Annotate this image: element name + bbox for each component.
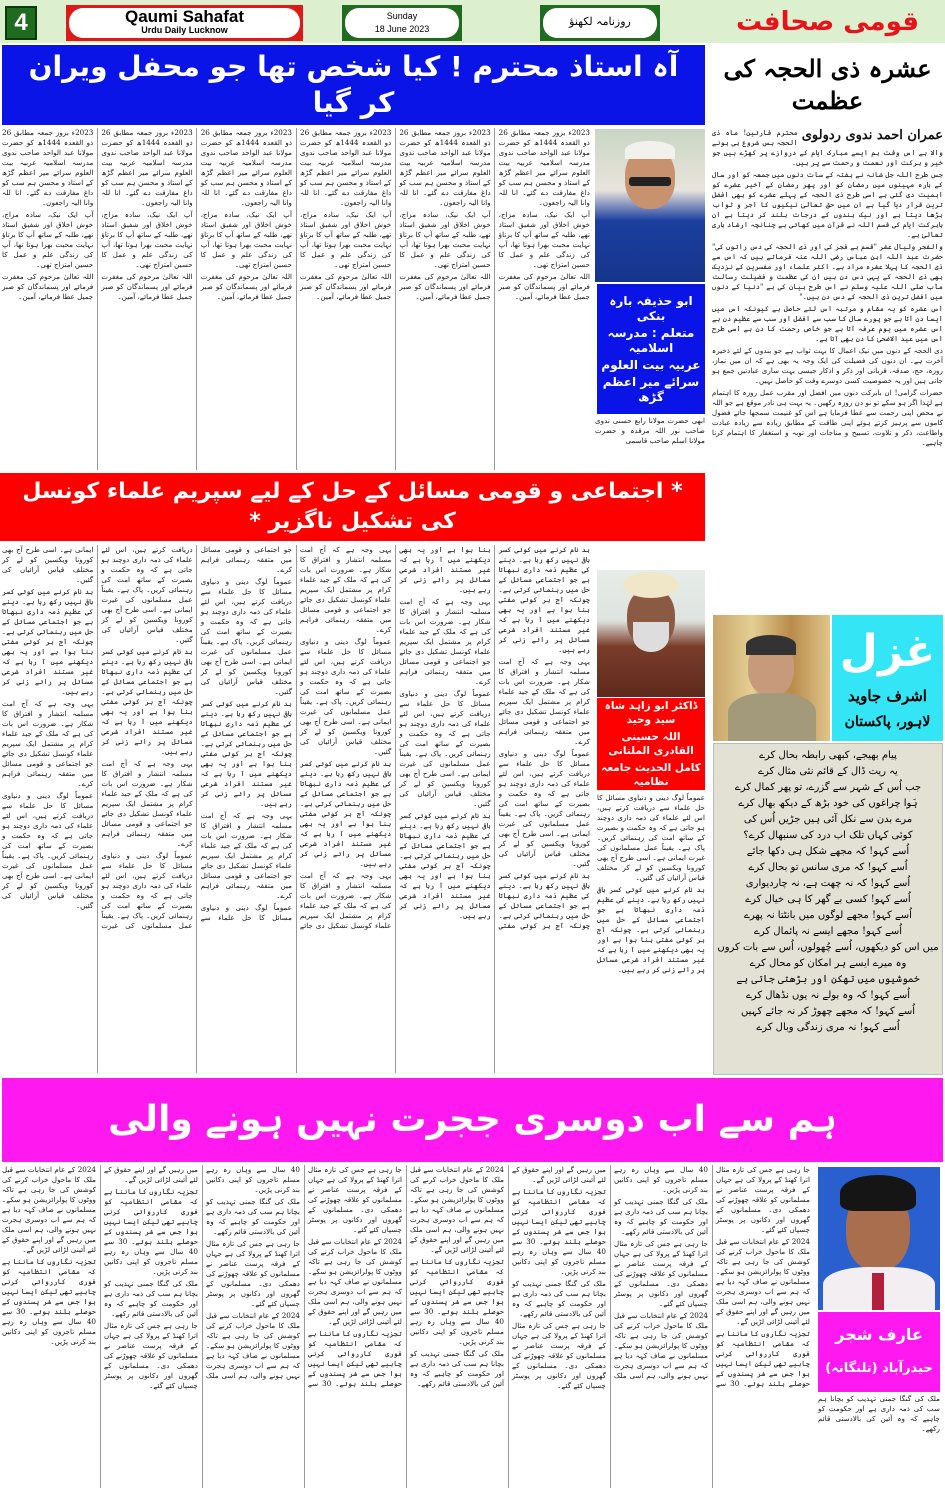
paragraph: یہی وجہ ہے کہ آج امت مسلمہ انتشار و افتراق کا شکار ہے۔ ضرورت اس بات کی ہے کہ ملک کے جید علماء کرام پر مشتمل ایک سپریم علماء کونسل تشکیل دی جائے جو اجتماعی و قومی مسائل میں متفقہ رہنمائی فراہم کرے۔: [498, 657, 590, 746]
paragraph: ملک کی گنگا جمنی تہذیب کو بچانا ہم سب کی ذمہ داری ہے اور حکومت کو چاہیے کہ وہ آئین کی بالادستی قائم رکھے۔: [206, 1197, 300, 1236]
paragraph: جا رہی ہے جس کی تازہ مثال اترا کھنڈ کے پرولا کی ہے جہاں کے فرقہ پرست عناصر نے مسلمانوں کو علاقہ چھوڑنے کی دھمکی دی۔ مسلمانوں کے گھروں اور دکانوں پر پوسٹر چسپاں کئے گئے۔: [614, 1239, 708, 1308]
poem-line: اُسے کہو! مجھے لوگوں میں بانٹتا نہ پھرے: [744, 910, 912, 921]
paragraph: بد نام کرنے میں کوئی کسر باقی نہیں رکھ رہا ہے۔ دینے کی عظیم ذمہ داری نبھاتا ہے جو اجتماعی مسائل کے حل میں رہنمائی کرتی ہے۔ چونکہ آج ہر کوئی مفتی بنا ہوا ہے اور یہ بھی دیکھنے میں آ رہا ہے کہ غیر مستند افراد شرعی مسائل پر رائے زنی کر رہے ہیں۔: [399, 545, 590, 930]
paragraph: یہی وجہ ہے کہ آج امت مسلمہ انتشار و افتراق کا شکار ہے۔ ضرورت اس بات کی ہے کہ ملک کے جید علماء کرام پر مشتمل ایک سپریم علماء کونسل تشکیل دی جائے جو اجتماعی و قومی مسائل میں متفقہ رہنمائی فراہم کرے۔: [200, 811, 293, 900]
paragraph: اللہ تعالیٰ مرحوم کی مغفرت فرمائے اور پسماندگان کو صبر جمیل عطا فرمائے، آمین۔: [399, 272, 491, 301]
headline-tribute: آہ استاذ محترم ! کیا شخص تھا جو محفل ویران کر گیا: [2, 45, 705, 125]
paragraph: 2024 کے عام انتخابات سے قبل ملک کا ماحول خراب کرنے کی کوشش کی جا رہی ہے تاکہ ووٹوں کا پولرائزیشن ہو سکے۔ مسلمانوں نے صاف کہہ دیا ہے کہ ہم سے اب دوسری ہجرت نہیں ہونے والی، ہم اسی ملک میں رہیں گے اور اپنے حقوق کے لئے آئینی لڑائی لڑیں گے۔: [2, 1165, 96, 1254]
paragraph: عموماً لوگ دینی و دنیاوی مسائل کا حل علماء سے دریافت کرتے ہیں، اس لئے علماء کی ذمہ داری دوچند ہو جاتی ہے کہ وہ حکمت و بصیرت کے ساتھ امت کی رہنمائی کریں۔ پاک ہے۔ یقیناً عمل مسلمانوں کی غیرت ایمانی ہے۔ اسی طرح آج بھی کورونا ویکسین کو لے کر مختلف قیاس آرائیاں کی گئیں۔: [200, 577, 293, 696]
poem-line: یہ ریت ڈال کے قائم نئی مثال کرے: [758, 766, 898, 777]
photo-caption: ابھی حضرت مولانا رابع حسنی ندوی صاحب نور اللہ مرقدہ و حضرت مولانا اسلم صاحب قاسمی: [595, 416, 705, 445]
roznama-label: روزنامہ لکھنؤ: [543, 8, 657, 38]
paragraph: 2023ء بروز جمعہ مطابق 26 ذو القعدہ 1444ھ کو حضرت مولانا عبد الواحد صاحب ندوی مدرسہ اسلامیہ عربیہ بیت العلوم سرائے میر اعظم گڑھ کے استاذ و محسن ہم سب کو داغ مفارقت دے گئے۔ انا للہ وانا الیہ راجعون۔: [498, 128, 590, 207]
columnist-location: حیدرآباد (تلنگانہ): [825, 1361, 933, 1376]
paragraph: حضرات گرامی! ان بابرکت دنوں میں افضل اور مقرب عمل روزہ کا اہتمام ہے لہٰذا اگر ہو سکے تو نو دن روزہ رکھیں۔ یہ بہت ہی نادر موقع ہے جو اللہ نے محض اپنی رحمت سے عطا فرمایا ہے اس کو غنیمت سمجھا جائے فضول کاموں سے پرہیز کرتے ہوئے اپنی طاقت کے مطابق زیادہ سے زیادہ عبادت واطاعت، ذکر و تلاوت، تسبیح و مناجات اور توبہ و استغفار کا اہتمام کرنا چاہیے۔: [712, 388, 943, 447]
paragraph: اللہ تعالیٰ مرحوم کی مغفرت فرمائے اور پسماندگان کو صبر جمیل عطا فرمائے، آمین۔: [101, 272, 193, 301]
date: 18 June 2023: [374, 24, 430, 34]
paragraph: یہی وجہ ہے کہ آج امت مسلمہ انتشار و افتراق کا شکار ہے۔ ضرورت اس بات کی ہے کہ ملک کے جید علماء کرام پر مشتمل ایک سپریم علماء کونسل تشکیل دی جائے جو اجتماعی و قومی مسائل میں متفقہ رہنمائی فراہم کرے۔: [200, 545, 392, 930]
paragraph: ملک کی گنگا جمنی تہذیب کو بچانا ہم سب کی ذمہ داری ہے اور حکومت کو چاہیے کہ وہ آئین کی بالادستی قائم رکھے۔: [614, 1197, 708, 1236]
paragraph: تجزیہ نگاروں کا ماننا ہے کہ مقامی انتظامیہ کو فوری کارروائی کرنی چاہیے تھی لیکن ایسا نہیں ہوا جس سے شر پسندوں کے حوصلے بلند ہوئے۔ 30 سے 40 سال سے وہاں رہ رہے مسلم تاجروں کو اپنی دکانیں بند کرنی پڑیں۔: [410, 1257, 504, 1346]
paragraph: جا رہی ہے جس کی تازہ مثال اترا کھنڈ کے پرولا کی ہے جہاں کے فرقہ پرست عناصر نے مسلمانوں کو علاقہ چھوڑنے کی دھمکی دی۔ مسلمانوں کے گھروں اور دکانوں پر پوسٹر چسپاں کئے گئے۔: [512, 1321, 606, 1390]
scholar-photo: [597, 570, 705, 697]
poem-line: مرے بدن سے نکل آئی ہیں جڑیں اُس کی: [743, 814, 913, 825]
paragraph: 2024 کے عام انتخابات سے قبل ملک کا ماحول خراب کرنے کی کوشش کی جا رہی ہے تاکہ ووٹوں کا پولرائزیشن ہو سکے۔ مسلمانوں نے صاف کہہ دیا ہے کہ ہم سے اب دوسری ہجرت نہیں ہونے والی، ہم اسی ملک میں رہیں گے اور اپنے حقوق کے لئے آئینی لڑائی لڑیں گے۔: [512, 1165, 708, 1380]
paragraph: آپ ایک نیک، سادہ مزاج، خوش اخلاق اور شفیق استاذ تھے، طلبہ کے ساتھ آپ کا برتاؤ نہایت محبت بھرا ہوتا تھا، آپ کی زندگی علم و عمل کا حسین امتزاج تھی۔: [101, 210, 193, 269]
article4-body-side: [818, 1394, 940, 1488]
paragraph: 2024 کے عام انتخابات سے قبل ملک کا ماحول خراب کرنے کی کوشش کی جا رہی ہے تاکہ ووٹوں کا پولرائزیشن ہو سکے۔ مسلمانوں نے صاف کہہ دیا ہے کہ ہم سے اب دوسری ہجرت نہیں ہونے والی، ہم اسی ملک میں رہیں گے اور اپنے حقوق کے لئے آئینی لڑائی لڑیں گے۔: [308, 1237, 402, 1326]
paragraph: 2024 کے عام انتخابات سے قبل ملک کا ماحول خراب کرنے کی کوشش کی جا رہی ہے تاکہ ووٹوں کا پولرائزیشن ہو سکے۔ مسلمانوں نے صاف کہہ دیا ہے کہ ہم سے اب دوسری ہجرت نہیں ہونے والی، ہم اسی ملک میں رہیں گے اور اپنے حقوق کے لئے آئینی لڑائی لڑیں گے۔: [104, 1165, 300, 1380]
author-name: ڈاکٹر ابو زاہد شاہ سید وحید: [604, 700, 698, 726]
day: Sunday: [386, 11, 418, 21]
paragraph: 2024 کے عام انتخابات سے قبل ملک کا ماحول خراب کرنے کی کوشش کی جا رہی ہے تاکہ ووٹوں کا پولرائزیشن ہو سکے۔ مسلمانوں نے صاف کہہ دیا ہے کہ ہم سے اب دوسری ہجرت نہیں ہونے والی، ہم اسی ملک میں رہیں گے اور اپنے حقوق کے لئے آئینی لڑائی لڑیں گے۔: [716, 1237, 810, 1326]
article3-body-side: [597, 793, 705, 1073]
poem-line: اُسے کہو! مجھے ایسے نہ پائمال کرے: [753, 926, 902, 937]
paragraph: جا رہی ہے جس کی تازہ مثال اترا کھنڈ کے پرولا کی ہے جہاں کے فرقہ پرست عناصر نے مسلمانوں کو علاقہ چھوڑنے کی دھمکی دی۔ مسلمانوں کے گھروں اور دکانوں پر پوسٹر چسپاں کئے گئے۔: [104, 1321, 198, 1390]
paragraph: جا رہی ہے جس کی تازہ مثال اترا کھنڈ کے پرولا کی ہے جہاں کے فرقہ پرست عناصر نے مسلمانوں کو علاقہ چھوڑنے کی دھمکی دی۔ مسلمانوں کے گھروں اور دکانوں پر پوسٹر چسپاں کئے گئے۔: [206, 1239, 300, 1308]
paragraph: محترم قارئین! ماہ ذی الحجہ بس شروع ہی ہونے والا ہے اس وقت ہم ایسے مبارک ایام کے دروازے پر کھڑے ہیں جو خیر و برکت اور نعمت و رحمت سے پر ہیں۔: [712, 128, 943, 167]
article1-body: [2, 128, 590, 470]
author-box-tribute: [597, 284, 705, 414]
article-title-dhul-hijjah: عشرہ ذی الحجہ کی عظمت: [723, 54, 932, 115]
author-byline: عمران احمد ندوی ردولوی: [801, 128, 943, 143]
paragraph: بد نام کرنے میں کوئی کسر باقی نہیں رکھ رہا ہے۔ دینے کی عظیم ذمہ داری نبھاتا ہے جو اجتماعی مسائل کے حل میں رہنمائی کرتی ہے۔ چونکہ آج ہر کوئی مفتی بنا ہوا ہے اور یہ بھی دیکھنے میں آ رہا ہے کہ غیر مستند افراد شرعی مسائل پر رائے زنی کر رہے ہیں۔: [200, 699, 293, 808]
paragraph: اللہ تعالیٰ مرحوم کی مغفرت فرمائے اور پسماندگان کو صبر جمیل عطا فرمائے، آمین۔: [498, 272, 590, 301]
poem-line: خموشیوں میں تھکن اور بڑھتی جاتی ہے: [736, 974, 920, 985]
paragraph: یہی وجہ ہے کہ آج امت مسلمہ انتشار و افتراق کا شکار ہے۔ ضرورت اس بات کی ہے کہ ملک کے جید علماء کرام پر مشتمل ایک سپریم علماء کونسل تشکیل دی جائے جو اجتماعی و قومی مسائل میں متفقہ رہنمائی فراہم کرے۔: [399, 597, 491, 686]
paragraph: اللہ تعالیٰ مرحوم کی مغفرت فرمائے اور پسماندگان کو صبر جمیل عطا فرمائے، آمین۔: [200, 272, 293, 301]
ghazal-label: غزل: [839, 626, 936, 677]
paragraph: ملک کی گنگا جمنی تہذیب کو بچانا ہم سب کی ذمہ داری ہے اور حکومت کو چاہیے کہ وہ آئین کی بالادستی قائم رکھے۔: [512, 1279, 606, 1318]
roznama-box: [540, 5, 660, 41]
article2-body: [712, 128, 943, 612]
paragraph: عموماً لوگ دینی و دنیاوی مسائل کا حل علماء سے دریافت کرتے ہیں، اس لئے علماء کی ذمہ داری دوچند ہو جاتی ہے کہ وہ حکمت و بصیرت کے ساتھ امت کی رہنمائی کریں۔ پاک ہے۔ یقیناً عمل مسلمانوں کی غیرت ایمانی ہے۔ اسی طرح آج بھی کورونا ویکسین کو لے کر مختلف قیاس آرائیاں کی گئیں۔: [300, 637, 392, 756]
student-photo: [595, 129, 705, 282]
paragraph: اللہ تعالیٰ مرحوم کی مغفرت فرمائے اور پسماندگان کو صبر جمیل عطا فرمائے، آمین۔: [2, 272, 94, 301]
poem-line: اُسے کہو! کہ مجھے چھوڑ کر نہ جائے کہیں: [741, 1006, 915, 1017]
paragraph: 2023ء بروز جمعہ مطابق 26 ذو القعدہ 1444ھ کو حضرت مولانا عبد الواحد صاحب ندوی مدرسہ اسلامیہ عربیہ بیت العلوم سرائے میر اعظم گڑھ کے استاذ و محسن ہم سب کو داغ مفارقت دے گئے۔ انا للہ وانا الیہ راجعون۔: [399, 128, 491, 207]
poem-line: اُسے کہو! کہ مجھے شکل ہی دکھا جائے: [746, 846, 910, 857]
paragraph: جا رہی ہے جس کی تازہ مثال اترا کھنڈ کے پرولا کی ہے جہاں کے فرقہ پرست عناصر نے مسلمانوں کو علاقہ چھوڑنے کی دھمکی دی۔ مسلمانوں کے گھروں اور دکانوں پر پوسٹر چسپاں کئے گئے۔: [308, 1165, 402, 1234]
paragraph: اللہ تعالیٰ مرحوم کی مغفرت فرمائے اور پسماندگان کو صبر جمیل عطا فرمائے، آمین۔: [300, 272, 392, 301]
paper-title: Qaumi Sahafat: [124, 7, 245, 26]
paragraph: عموماً لوگ دینی و دنیاوی مسائل کا حل علماء سے دریافت کرتے ہیں، اس لئے علماء کی ذمہ داری دوچند ہو جاتی ہے کہ وہ حکمت و بصیرت کے ساتھ امت کی رہنمائی کریں۔ پاک ہے۔ یقیناً عمل مسلمانوں کی غیرت ایمانی ہے۔ اسی طرح آج بھی کورونا ویکسین کو لے کر مختلف قیاس آرائیاں کی گئیں۔: [101, 545, 293, 922]
poem-line: وہ میرے ایسے ہر امکان کو محال کرے: [749, 958, 907, 969]
paragraph: بد نام کرنے میں کوئی کسر باقی نہیں رکھ رہا ہے۔ دینے کی عظیم ذمہ داری نبھاتا ہے جو اجتماعی مسائل کے حل میں رہنمائی کرتی ہے۔ چونکہ آج ہر کوئی مفتی بنا ہوا ہے اور یہ بھی دیکھنے میں آ رہا ہے کہ غیر مستند افراد شرعی مسائل پر رائے زنی کر رہے ہیں۔: [597, 885, 705, 974]
paragraph: تجزیہ نگاروں کا ماننا ہے کہ مقامی انتظامیہ کو فوری کارروائی کرنی چاہیے تھی لیکن ایسا نہیں ہوا جس سے شر پسندوں کے حوصلے بلند ہوئے۔ 30 سے 40 سال سے وہاں رہ رہے مسلم تاجروں کو اپنی دکانیں بند کرنی پڑیں۔: [104, 1187, 198, 1276]
ghazal-poem: [713, 743, 943, 1075]
columnist-name: عارف شجر: [835, 1325, 923, 1344]
paragraph: یہی وجہ ہے کہ آج امت مسلمہ انتشار و افتراق کا شکار ہے۔ ضرورت اس بات کی ہے کہ ملک کے جید علماء کرام پر مشتمل ایک سپریم علماء کونسل تشکیل دی جائے جو اجتماعی و قومی مسائل میں متفقہ رہنمائی فراہم کرے۔: [101, 759, 193, 848]
poem-line: اُسے کہو! کسی بے گھر کا ہی خیال کرے: [745, 894, 911, 905]
poem-line: اُسے کہو! کہ مری سانس تو بحال کرے: [748, 862, 908, 873]
paragraph: عموماً لوگ دینی و دنیاوی مسائل کا حل علماء سے دریافت کرتے ہیں، اس لئے علماء کی ذمہ داری دوچند ہو جاتی ہے کہ وہ حکمت و بصیرت کے ساتھ امت کی رہنمائی کریں۔ پاک ہے۔ یقیناً عمل مسلمانوں کی غیرت ایمانی ہے۔ اسی طرح آج بھی کورونا ویکسین کو لے کر مختلف قیاس آرائیاں کی گئیں۔: [2, 791, 94, 910]
poem-line: میں اس کو دیکھوں، اُسے چُھولوں، اُس سے بات کروں: [717, 942, 939, 953]
poem-line: پیام بھیجے، کبھی رابطہ بحال کرے: [759, 750, 897, 761]
paragraph: ملک کی گنگا جمنی تہذیب کو بچانا ہم سب کی ذمہ داری ہے اور حکومت کو چاہیے کہ وہ آئین کی بالادستی قائم رکھے۔: [410, 1349, 504, 1388]
paragraph: 2023ء بروز جمعہ مطابق 26 ذو القعدہ 1444ھ کو حضرت مولانا عبد الواحد صاحب ندوی مدرسہ اسلامیہ عربیہ بیت العلوم سرائے میر اعظم گڑھ کے استاذ و محسن ہم سب کو داغ مفارقت دے گئے۔ انا للہ وانا الیہ راجعون۔: [101, 128, 193, 207]
urdu-logo: قومی صحافت: [736, 7, 919, 37]
paragraph: آپ ایک نیک، سادہ مزاج، خوش اخلاق اور شفیق استاذ تھے، طلبہ کے ساتھ آپ کا برتاؤ نہایت محبت بھرا ہوتا تھا، آپ کی زندگی علم و عمل کا حسین امتزاج تھی۔: [300, 210, 392, 269]
paragraph: بد نام کرنے میں کوئی کسر باقی نہیں رکھ رہا ہے۔ دینے کی عظیم ذمہ داری نبھاتا ہے جو اجتماعی مسائل کے حل میں رہنمائی کرتی ہے۔ چونکہ آج ہر کوئی مفتی بنا ہوا ہے اور یہ بھی دیکھنے میں آ رہا ہے کہ غیر مستند افراد شرعی مسائل پر رائے زنی کر رہے ہیں۔: [399, 811, 491, 920]
paragraph: ذی الحجہ کے دنوں میں نیک اعمال کا بہت ثواب ہے جو بندوں کے لئے ذخیرہ آخرت ہے۔ ان دنوں کی فضیلت کی ایک وجہ یہ بھی ہے کہ ان میں نماز، روزہ، حج، صدقہ، قربانی اور ذکر و اذکار جیسی بہت ساری عبادتیں جمع ہو جاتی ہیں اور یہ خصوصیت کسی دوسرے وقت کو حاصل نہیں۔: [712, 346, 943, 385]
columnist-box: [818, 1312, 940, 1392]
poem-line: اُسے کہو! نہ مری زندگی وبال کرے: [756, 1022, 900, 1033]
paragraph: بد نام کرنے میں کوئی کسر باقی نہیں رکھ رہا ہے۔ دینے کی عظیم ذمہ داری نبھاتا ہے جو اجتماعی مسائل کے حل میں رہنمائی کرتی ہے۔ چونکہ آج ہر کوئی مفتی بنا ہوا ہے اور یہ بھی دیکھنے میں آ رہا ہے کہ غیر مستند افراد شرعی مسائل پر رائے زنی کر رہے ہیں۔: [101, 647, 193, 756]
paragraph: آپ ایک نیک، سادہ مزاج، خوش اخلاق اور شفیق استاذ تھے، طلبہ کے ساتھ آپ کا برتاؤ نہایت محبت بھرا ہوتا تھا، آپ کی زندگی علم و عمل کا حسین امتزاج تھی۔: [2, 210, 94, 269]
paragraph: تجزیہ نگاروں کا ماننا ہے کہ مقامی انتظامیہ کو فوری کارروائی کرنی چاہیے تھی لیکن ایسا نہیں ہوا جس سے شر پسندوں کے حوصلے بلند ہوئے۔ 30 سے 40 سال سے وہاں رہ رہے مسلم تاجروں کو اپنی دکانیں بند کرنی پڑیں۔: [512, 1187, 606, 1276]
paragraph: آپ ایک نیک، سادہ مزاج، خوش اخلاق اور شفیق استاذ تھے، طلبہ کے ساتھ آپ کا برتاؤ نہایت محبت بھرا ہوتا تھا، آپ کی زندگی علم و عمل کا حسین امتزاج تھی۔: [399, 210, 491, 269]
paper-subtitle: Urdu Daily Lucknow: [141, 25, 228, 35]
paragraph: 2023ء بروز جمعہ مطابق 26 ذو القعدہ 1444ھ کو حضرت مولانا عبد الواحد صاحب ندوی مدرسہ اسلامیہ عربیہ بیت العلوم سرائے میر اعظم گڑھ کے استاذ و محسن ہم سب کو داغ مفارقت دے گئے۔ انا للہ وانا الیہ راجعون۔: [200, 128, 293, 207]
paragraph: عموماً لوگ دینی و دنیاوی مسائل کا حل علماء سے دریافت کرتے ہیں، اس لئے علماء کی ذمہ داری دوچند ہو جاتی ہے کہ وہ حکمت و بصیرت کے ساتھ امت کی رہنمائی کریں۔ پاک ہے۔ یقیناً عمل مسلمانوں کی غیرت ایمانی ہے۔ اسی طرح آج بھی کورونا ویکسین کو لے کر مختلف قیاس آرائیاں کی گئیں۔: [498, 749, 590, 868]
poet-name: اشرف جاوید: [848, 687, 927, 705]
date-box: [342, 5, 462, 41]
author-institution: عربیہ بیت العلوم: [601, 357, 701, 372]
paragraph: آپ ایک نیک، سادہ مزاج، خوش اخلاق اور شفیق استاذ تھے، طلبہ کے ساتھ آپ کا برتاؤ نہایت محبت بھرا ہوتا تھا، آپ کی زندگی علم و عمل کا حسین امتزاج تھی۔: [498, 210, 590, 269]
paragraph: بد نام کرنے میں کوئی کسر باقی نہیں رکھ رہا ہے۔ دینے کی عظیم ذمہ داری نبھاتا ہے جو اجتماعی مسائل کے حل میں رہنمائی کرتی ہے۔ چونکہ آج ہر کوئی مفتی بنا ہوا ہے اور یہ بھی دیکھنے میں آ رہا ہے کہ غیر مستند افراد شرعی مسائل پر رائے زنی کر رہے ہیں۔: [2, 587, 94, 696]
poet-photo: [713, 615, 830, 741]
columnist-photo: [818, 1167, 940, 1310]
paragraph: تجزیہ نگاروں کا ماننا ہے کہ مقامی انتظامیہ کو فوری کارروائی کرنی چاہیے تھی لیکن ایسا نہیں ہوا جس سے شر پسندوں کے حوصلے بلند ہوئے۔ 30 سے 40 سال سے وہاں رہ رہے مسلم تاجروں کو اپنی دکانیں بند کرنی پڑیں۔: [206, 1165, 402, 1388]
paragraph: جا رہی ہے جس کی تازہ مثال اترا کھنڈ کے پرولا کی ہے جہاں کے فرقہ پرست عناصر نے مسلمانوں کو علاقہ چھوڑنے کی دھمکی دی۔ مسلمانوں کے گھروں اور دکانوں پر پوسٹر چسپاں کئے گئے۔: [716, 1165, 810, 1234]
paragraph: 2024 کے عام انتخابات سے قبل ملک کا ماحول خراب کرنے کی کوشش کی جا رہی ہے تاکہ ووٹوں کا پولرائزیشن ہو سکے۔ مسلمانوں نے صاف کہہ دیا ہے کہ ہم سے اب دوسری ہجرت نہیں ہونے والی، ہم اسی ملک میں رہیں گے اور اپنے حقوق کے لئے آئینی لڑائی لڑیں گے۔: [410, 1165, 504, 1254]
paragraph: جس طرح اللہ جل شانہ نے ہفتہ کے سات دنوں میں جمعہ کو اور سال کے بارہ مہینوں میں رمضان کو اور پھر رمضان کے آخیر عشرے کو اہمیت دی گئی ہے اسی طرح ذی الحجہ کے پہلے عشرے کو بھی افضل ترین قرار دیا گیا ہے ان میں حق تعالیٰ نیکیوں کا اجر و ثواب بڑھا دیتا ہے اور نیک بندوں کے درجات بلند کر دیتا ہے ان بابرکت ایام کی قسم اللہ نے قرآن میں کھائی ہے چنانچہ ارشاد باری تعالیٰ ہے۔: [712, 170, 943, 239]
headline-ulama-council: * اجتماعی و قومی مسائل کے حل کے لیے سپریم علماء کونسل کی تشکیل ناگزیر *: [0, 473, 705, 541]
paragraph: والفجر ولیال عشر "قسم ہے فجر کی اور ذی الحجہ کی دس راتوں کی" حضرت عبد اللہ ابن عباس رضی اللہ عنہ فرماتے ہیں کہ اس سے ذی الحجہ کا پہلا عشرہ مراد ہے۔ اکثر علماء اور مفسرین کے نزدیک بھی ذی الحجہ کے یہی دس دن ہیں ان کی عظمت و فضیلت رسالت مآب صلی اللہ علیہ وسلم نے اس طرح بیان کی ہے "دنیا کے دنوں میں افضل ترین ذی الحجہ کے دس دن ہیں۔": [712, 242, 943, 301]
ghazal-box: [832, 615, 943, 741]
paragraph: ملک کی گنگا جمنی تہذیب کو بچانا ہم سب کی ذمہ داری ہے اور حکومت کو چاہیے کہ وہ آئین کی بالادستی قائم رکھے۔: [818, 1394, 940, 1433]
poem-line: جب اُس کے شہر سے گزرے، تو پھر کمال کرے: [734, 782, 922, 793]
paragraph: عموماً لوگ دینی و دنیاوی مسائل کا حل علماء سے دریافت کرتے ہیں، اس لئے علماء کی ذمہ داری دوچند ہو جاتی ہے کہ وہ حکمت و بصیرت کے ساتھ امت کی رہنمائی کریں۔ پاک ہے۔ یقیناً عمل مسلمانوں کی غیرت ایمانی ہے۔ اسی طرح آج بھی کورونا ویکسین کو لے کر مختلف قیاس آرائیاں کی گئیں۔: [2, 545, 193, 930]
author-title: کامل الحدیث جامعہ نظامیہ: [601, 762, 701, 788]
paragraph: تجزیہ نگاروں کا ماننا ہے کہ مقامی انتظامیہ کو فوری کارروائی کرنی چاہیے تھی لیکن ایسا نہیں ہوا جس سے شر پسندوں کے حوصلے بلند ہوئے۔ 30 سے 40 سال سے وہاں رہ رہے مسلم تاجروں کو اپنی دکانیں بند کرنی پڑیں۔: [614, 1165, 810, 1388]
paragraph: اس عشرہ کو یہ مقام و مرتبہ اس لئے حاصل ہے کیونکہ اس میں ایسا دن آتا ہے جو پورے سال کا سب سے افضل اور سب سے عظیم دن ہے اس عشرہ میں یوم عرفہ آتا ہے جو خاص رحمت کا دن ہے اسی طرح اس میں عید الاضحیٰ کا دن بھی آتا ہے۔: [712, 304, 943, 343]
author-role: متعلم : مدرسہ اسلامیہ: [607, 325, 695, 355]
masthead-english: [66, 5, 303, 41]
paragraph: یہی وجہ ہے کہ آج امت مسلمہ انتشار و افتراق کا شکار ہے۔ ضرورت اس بات کی ہے کہ ملک کے جید علماء کرام پر مشتمل ایک سپریم علماء کونسل تشکیل دی جائے جو اجتماعی و قومی مسائل میں متفقہ رہنمائی فراہم کرے۔: [300, 545, 392, 634]
poem-line: ہَوا چراغوں کی خود بڑھ کے دیکھ بھال کرے: [738, 798, 918, 809]
poem-line: اُسے کہو! کہ وہ بولے نہ یوں نڈھال کرے: [745, 990, 911, 1001]
author-name: ابو حذیفہ بارہ بنکی: [609, 293, 693, 323]
paragraph: یہی وجہ ہے کہ آج امت مسلمہ انتشار و افتراق کا شکار ہے۔ ضرورت اس بات کی ہے کہ ملک کے جید علماء کرام پر مشتمل ایک سپریم علماء کونسل تشکیل دی جائے جو اجتماعی و قومی مسائل میں متفقہ رہنمائی فراہم کرے۔: [2, 699, 94, 788]
paragraph: تجزیہ نگاروں کا ماننا ہے کہ مقامی انتظامیہ کو فوری کارروائی کرنی چاہیے تھی لیکن ایسا نہیں ہوا جس سے شر پسندوں کے حوصلے بلند ہوئے۔ 30 سے 40 سال سے وہاں رہ رہے مسلم تاجروں کو اپنی دکانیں بند کرنی پڑیں۔: [2, 1257, 96, 1346]
article4-body: [2, 1165, 810, 1488]
paragraph: بد نام کرنے میں کوئی کسر باقی نہیں رکھ رہا ہے۔ دینے کی عظیم ذمہ داری نبھاتا ہے جو اجتماعی مسائل کے حل میں رہنمائی کرتی ہے۔ چونکہ آج ہر کوئی مفتی بنا ہوا ہے اور یہ بھی دیکھنے میں آ رہا ہے کہ غیر مستند افراد شرعی مسائل پر رائے زنی کر رہے ہیں۔: [300, 759, 392, 868]
author-box-scholar: [597, 698, 705, 790]
poem-line: کوئی کہاں تلک اب درد کی سنبھال کرے؟: [743, 830, 913, 841]
paragraph: 2023ء بروز جمعہ مطابق 26 ذو القعدہ 1444ھ کو حضرت مولانا عبد الواحد صاحب ندوی مدرسہ اسلامیہ عربیہ بیت العلوم سرائے میر اعظم گڑھ کے استاذ و محسن ہم سب کو داغ مفارقت دے گئے۔ انا للہ وانا الیہ راجعون۔: [2, 128, 94, 207]
author-name-cont: اللہ حسینی القادری الملتانی: [608, 731, 694, 757]
author-location: سرائے میر اعظم گڑھ: [602, 374, 700, 404]
paragraph: عموماً لوگ دینی و دنیاوی مسائل کا حل علماء سے دریافت کرتے ہیں، اس لئے علماء کی ذمہ داری دوچند ہو جاتی ہے کہ وہ حکمت و بصیرت کے ساتھ امت کی رہنمائی کریں۔ پاک ہے۔ یقیناً عمل مسلمانوں کی غیرت ایمانی ہے۔ اسی طرح آج بھی کورونا ویکسین کو لے کر مختلف قیاس آرائیاں کی گئیں۔: [399, 689, 491, 808]
paragraph: 2023ء بروز جمعہ مطابق 26 ذو القعدہ 1444ھ کو حضرت مولانا عبد الواحد صاحب ندوی مدرسہ اسلامیہ عربیہ بیت العلوم سرائے میر اعظم گڑھ کے استاذ و محسن ہم سب کو داغ مفارقت دے گئے۔ انا للہ وانا الیہ راجعون۔: [300, 128, 392, 207]
poet-location: لاہور، پاکستان: [844, 714, 931, 730]
paragraph: بد نام کرنے میں کوئی کسر باقی نہیں رکھ رہا ہے۔ دینے کی عظیم ذمہ داری نبھاتا ہے جو اجتماعی مسائل کے حل میں رہنمائی کرتی ہے۔ چونکہ آج ہر کوئی مفتی بنا ہوا ہے اور یہ بھی دیکھنے میں آ رہا ہے کہ غیر مستند افراد شرعی مسائل پر رائے زنی کر رہے ہیں۔: [498, 545, 590, 654]
page-number: 4: [5, 6, 37, 40]
paragraph: عموماً لوگ دینی و دنیاوی مسائل کا حل علماء سے دریافت کرتے ہیں، اس لئے علماء کی ذمہ داری دوچند ہو جاتی ہے کہ وہ حکمت و بصیرت کے ساتھ امت کی رہنمائی کریں۔ پاک ہے۔ یقیناً عمل مسلمانوں کی غیرت ایمانی ہے۔ اسی طرح آج بھی کورونا ویکسین کو لے کر مختلف قیاس آرائیاں کی گئیں۔: [597, 793, 705, 882]
article3-body: [2, 545, 590, 1073]
poem-line: اُسے کہو! کہ نہ چھت ہے، نہ چاردیواری: [745, 878, 911, 889]
paragraph: ملک کی گنگا جمنی تہذیب کو بچانا ہم سب کی ذمہ داری ہے اور حکومت کو چاہیے کہ وہ آئین کی بالادستی قائم رکھے۔: [104, 1279, 198, 1318]
headline-hijrat: ہم سے اب دوسری ججرت نہیں ہونے والی: [2, 1078, 943, 1162]
paragraph: آپ ایک نیک، سادہ مزاج، خوش اخلاق اور شفیق استاذ تھے، طلبہ کے ساتھ آپ کا برتاؤ نہایت محبت بھرا ہوتا تھا، آپ کی زندگی علم و عمل کا حسین امتزاج تھی۔: [200, 210, 293, 269]
